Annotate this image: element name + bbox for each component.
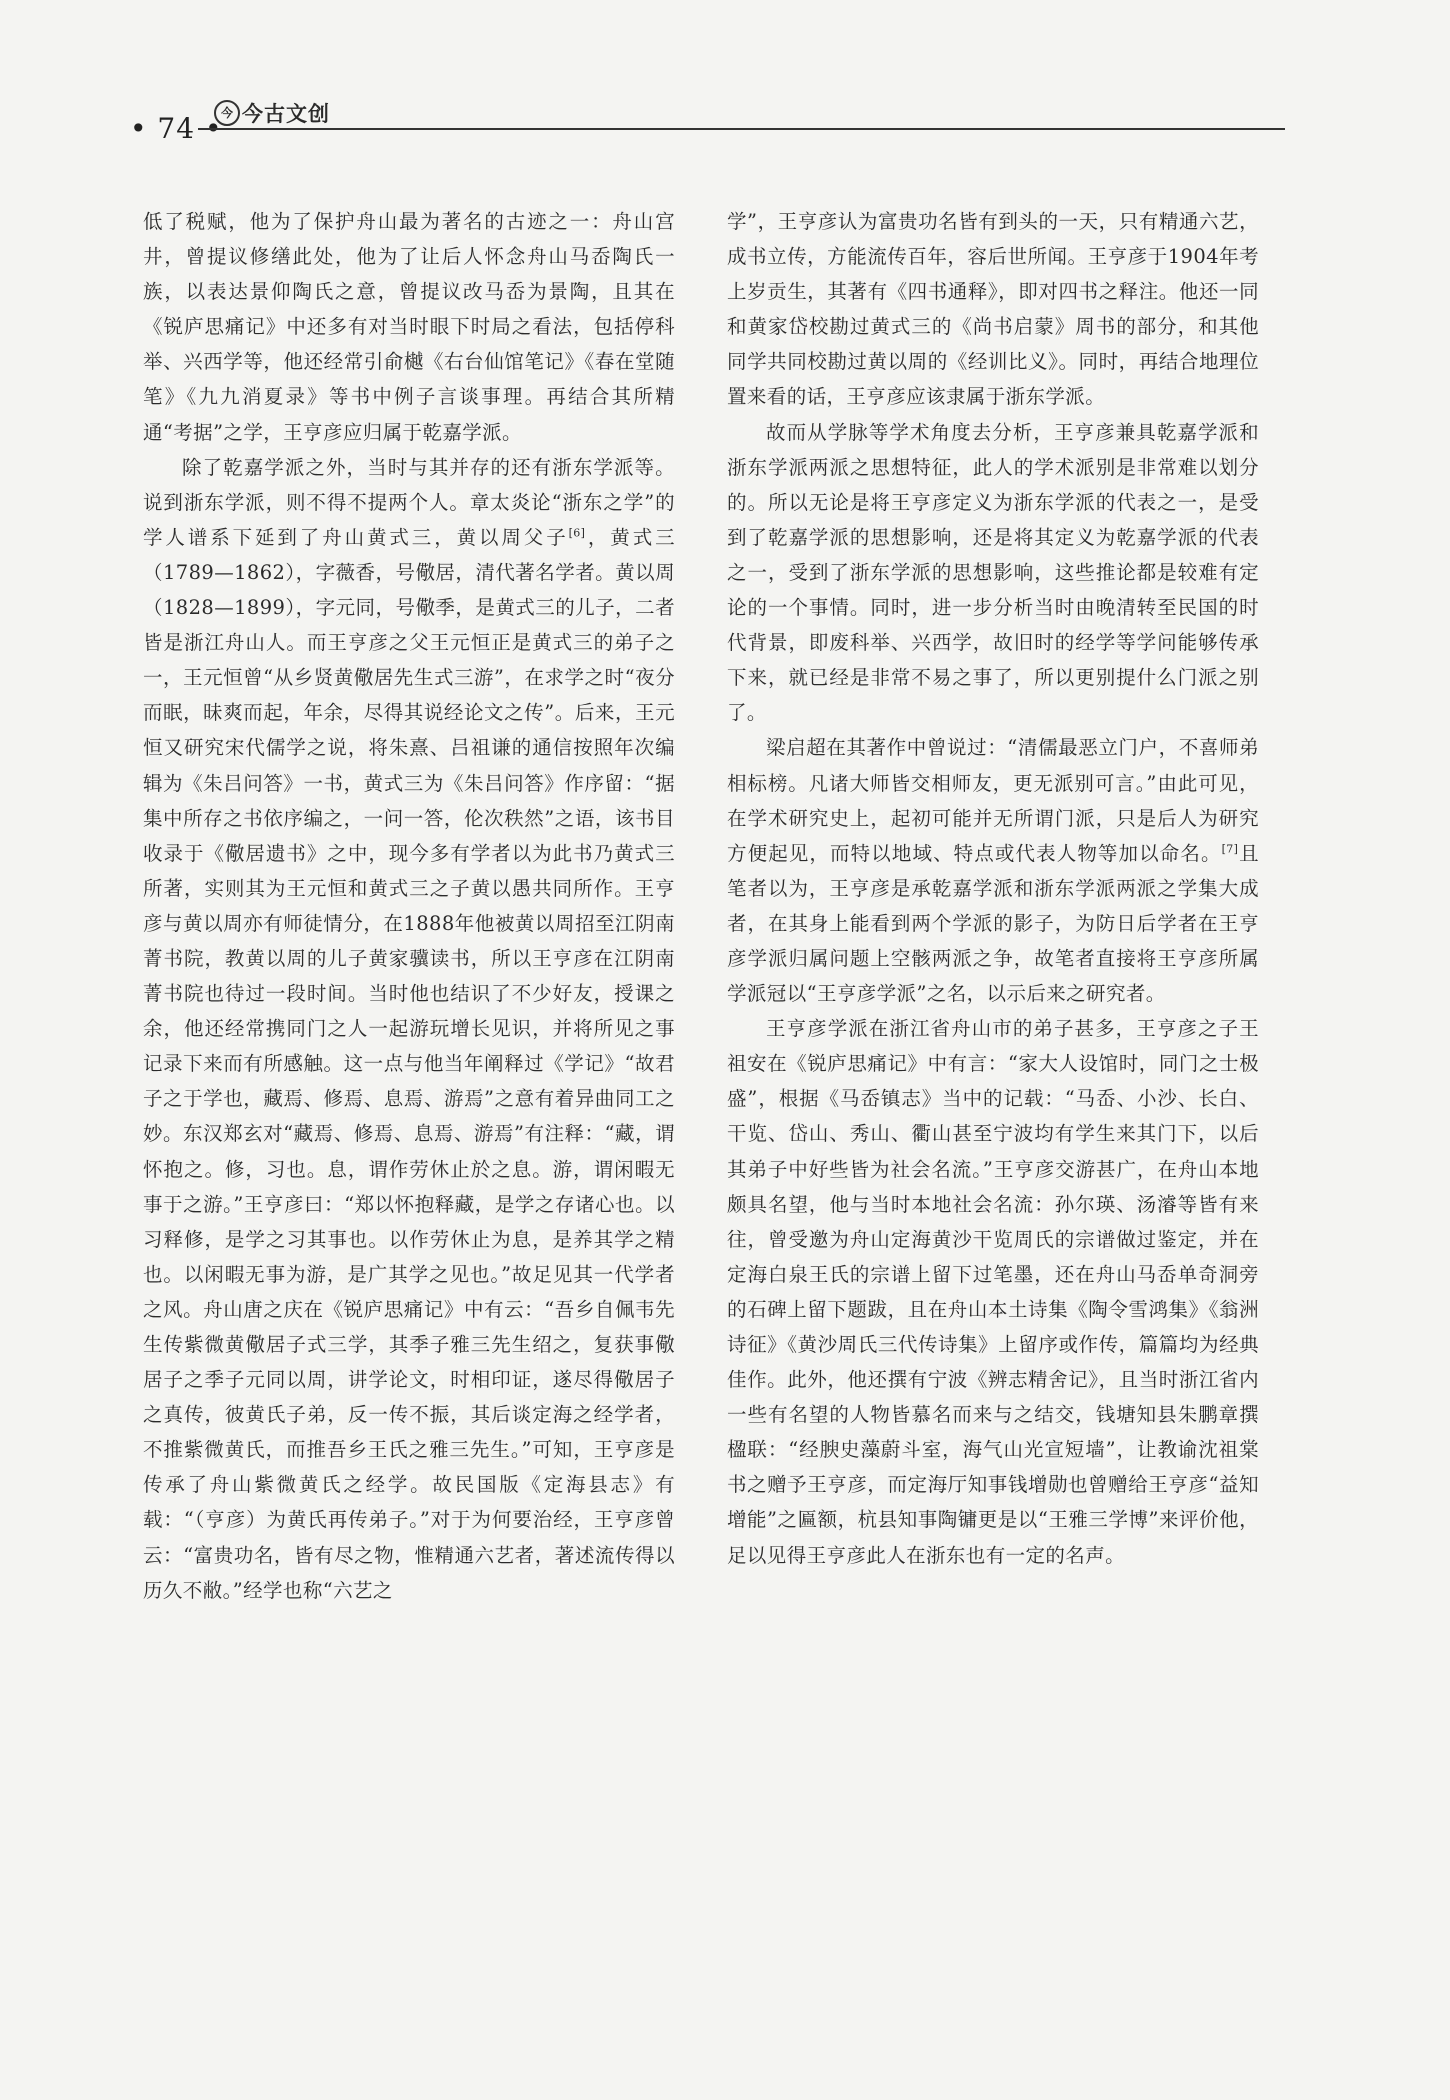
paragraph: 低了税赋，他为了保护舟山最为著名的古迹之一：舟山宫井，曾提议修缮此处，他为了让后人怀念舟山马岙陶氏一族，以表达景仰陶氏之意，曾提议改马岙为景陶，且其在《锐庐思痛记》中还多有对当时眼下时局之看法，包括停科举、兴西学等，他还经常引俞樾《右台仙馆笔记》《春在堂随笔》《九九消夏录》等书中例子言谈事理。再结合其所精通“考据”之学，王亨彦应归属于乾嘉学派。 [143,210,675,444]
journal-logo-icon: 今 [214,100,240,126]
paragraph: 王亨彦学派在浙江省舟山市的弟子甚多，王亨彦之子王祖安在《锐庐思痛记》中有言：“家大人设馆时，同门之士极盛”，根据《马岙镇志》当中的记载：“马岙、小沙、长白、干览、岱山、秀山、衢山甚至宁波均有学生来其门下，以后其弟子中好些皆为社会名流。”王亨彦交游甚广，在舟山本地颇具名望，他与当时本地社会名流：孙尔瑛、汤濬等皆有来往，曾受邀为舟山定海黄沙干览周氏的宗谱做过鉴定，并在定海白泉王氏的宗谱上留下过笔墨，还在舟山马岙单奇洞旁的石碑上留下题跋，且在舟山本土诗集《陶令雪鸿集》《翁洲诗征》《黄沙周氏三代传诗集》上留序或作传，篇篇均为经典佳作。此外，他还撰有宁波《辨志精舍记》，且当时浙江省内一些有名望的人物皆慕名而来与之结交，钱塘知县朱鹏章撰楹联：“经腴史藻蔚斗室，海气山光宣短墙”，让教谕沈祖棠书之赠予王亨彦，而定海厅知事钱增勋也曾赠给王亨彦“益知增能”之匾额，杭县知事陶镛更是以“王雅三学博”来评价他，足以见得王亨彦此人在浙东也有一定的名声。 [727,1017,1259,1567]
page-number: • 74 • [130,112,223,145]
paragraph: 除了乾嘉学派之外，当时与其并存的还有浙东学派等。说到浙东学派，则不得不提两个人。章太炎论“浙东之学”的学人谱系下延到了舟山黄式三，黄以周父子[6]，黄式三（1789—1862），字薇香，号儆居，清代著名学者。黄以周（1828—1899），字元同，号儆季，是黄式三的儿子，二者皆是浙江舟山人。而王亨彦之父王元恒正是黄式三的弟子之一，王元恒曾“从乡贤黄儆居先生式三游”，在求学之时“夜分而眠，昧爽而起，年余，尽得其说经论文之传”。后来，王元恒又研究宋代儒学之说，将朱熹、吕祖谦的通信按照年次编辑为《朱吕问答》一书，黄式三为《朱吕问答》作序留：“据集中所存之书依序编之，一问一答，伦次秩然”之语，该书目收录于《儆居遗书》之中，现今多有学者以为此书乃黄式三所著，实则其为王元恒和黄式三之子黄以愚共同所作。王亨彦与黄以周亦有师徒情分，在1888年他被黄以周招至江阴南菁书院，教黄以周的儿子黄家骥读书，所以王亨彦在江阴南菁书院也待过一段时间。当时他也结识了不少好友，授课之余，他还经常携同门之人一起游玩增长见识，并将所见之事记录下来而有所感触。这一点与他当年阐释过《学记》“故君子之于学也，藏焉、修焉、息焉、游焉”之意有着异曲同工之妙。东汉郑玄对“藏焉、修焉、息焉、游焉”有注释：“藏，谓怀抱之。修，习也。息，谓作劳休止於之息。游，谓闲暇无事于之游。”王亨彦曰：“郑以怀抱释藏，是学之存诸心也。以习释修，是学之习其事也。以作劳休止为息，是养其学之精也。以闲暇无事为游，是广其学之见也。”故足见其一代学者之风。舟山唐之庆在《锐庐思痛记》中有云：“吾乡自佩韦先生传紫微黄儆居子式三学，其季子雅三先生绍之，复获事儆居子之季子元同以周，讲学论文，时相印证，遂尽得儆居子之真传，彼黄氏子弟，反一传不振，其后谈定海之经学者，不推紫微黄氏，而推吾乡王氏之雅三先生。”可知，王亨彦是传承了舟山紫微黄氏之经学。故民国版《定海县志》有载：“（亨彦）为黄氏再传弟子。”对于为何要治经，王亨彦曾云：“富贵功名，皆有尽之物，惟精通六艺者，著述流传得以历久不敝。”经学也称“六艺之 [143,455,675,1602]
paragraph: 学”，王亨彦认为富贵功名皆有到头的一天，只有精通六艺，成书立传，方能流传百年，容后世所闻。王亨彦于1904年考上岁贡生，其著有《四书通释》，即对四书之释注。他还一同和黄家岱校勘过黄式三的《尚书启蒙》周书的部分，和其他同学共同校勘过黄以周的《经训比义》。同时，再结合地理位置来看的话，王亨彦应该隶属于浙东学派。 [727,210,1259,409]
citation-ref: [7] [1221,842,1239,856]
right-column [727,204,1259,1573]
paragraph: 梁启超在其著作中曾说过：“清儒最恶立门户，不喜师弟相标榜。凡诸大师皆交相师友，更无派别可言。”由此可见，在学术研究史上，起初可能并无所谓门派，只是后人为研究方便起见，而特以地域、特点或代表人物等加以命名。[7]且笔者以为，王亨彦是承乾嘉学派和浙东学派两派之学集大成者，在其身上能看到两个学派的影子，为防日后学者在王亨彦学派归属问题上空骸两派之争，故笔者直接将王亨彦所属学派冠以“王亨彦学派”之名，以示后来之研究者。 [727,736,1259,1006]
page-header [130,96,1285,145]
paragraph: 故而从学脉等学术角度去分析，王亨彦兼具乾嘉学派和浙东学派两派之思想特征，此人的学术派别是非常难以划分的。所以无论是将王亨彦定义为浙东学派的代表之一，是受到了乾嘉学派的思想影响，还是将其定义为乾嘉学派的代表之一，受到了浙东学派的思想影响，这些推论都是较难有定论的一个事情。同时，进一步分析当时由晚清转至民国的时代背景，即废科举、兴西学，故旧时的经学等学问能够传承下来，就已经是非常不易之事了，所以更别提什么门派之别了。 [727,420,1259,725]
journal-title: 今古文创 [242,102,330,126]
header-rule [198,128,1285,130]
left-column [143,204,675,1608]
citation-ref: [6] [568,526,586,540]
